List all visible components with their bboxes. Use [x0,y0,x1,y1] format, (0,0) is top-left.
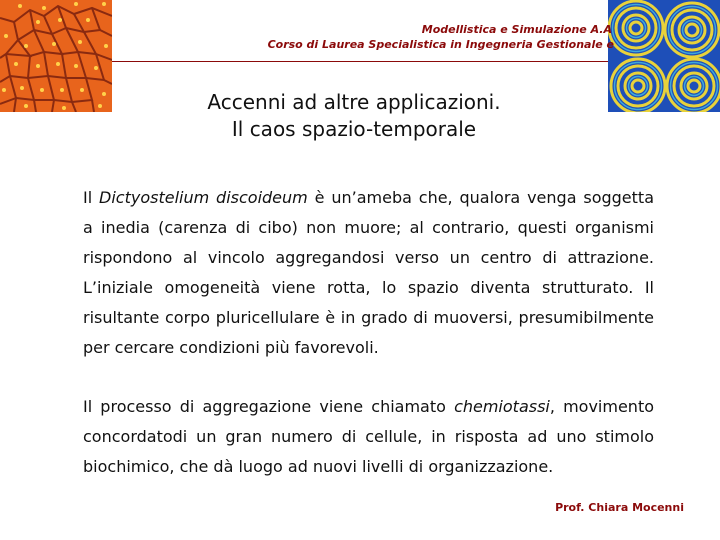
slide-title-line2: Il caos spazio-temporale [231,117,477,141]
footer-author: Prof. Chiara Mocenni [555,501,684,514]
paragraph2-text-rest: , movimento concordatodi un gran numero di cellule, in risposta ad uno stimolo biochimico, che dà luogo ad nuovi livelli di organizzazione. [83,397,655,476]
paragraph1-text-rest: è un’ameba che, qualora venga soggetta a inedia (carenza di cibo) non muore; al contrario, questi organismi rispondono al vincolo aggregandosi verso un centro di attrazione. L’iniziale omogeneità viene rotta, lo spazio diventa strutturato. Il risultante corpo pluricellulare è in grado di muoversi, presumibilmente per cercare condizioni più favorevoli. [83,188,654,357]
paragraph2-text-start: Il processo di aggregazione viene chiamato [83,397,455,416]
term-chemiotassi: chemiotassi [454,397,550,416]
slide-title-line1: Accenni ad altre applicazioni. [207,90,501,114]
paragraph1-text-start: Il [83,188,100,207]
course-header-line1: Modellistica e Simulazione A.A [421,23,612,36]
header-divider [112,61,608,62]
body-paragraph-2 [83,392,654,482]
species-name: Dictyostelium discoideum [99,188,308,207]
course-header-line2: Corso di Laurea Specialistica in Ingegneria Gestionale e [267,38,614,51]
body-paragraph-1 [83,183,654,363]
